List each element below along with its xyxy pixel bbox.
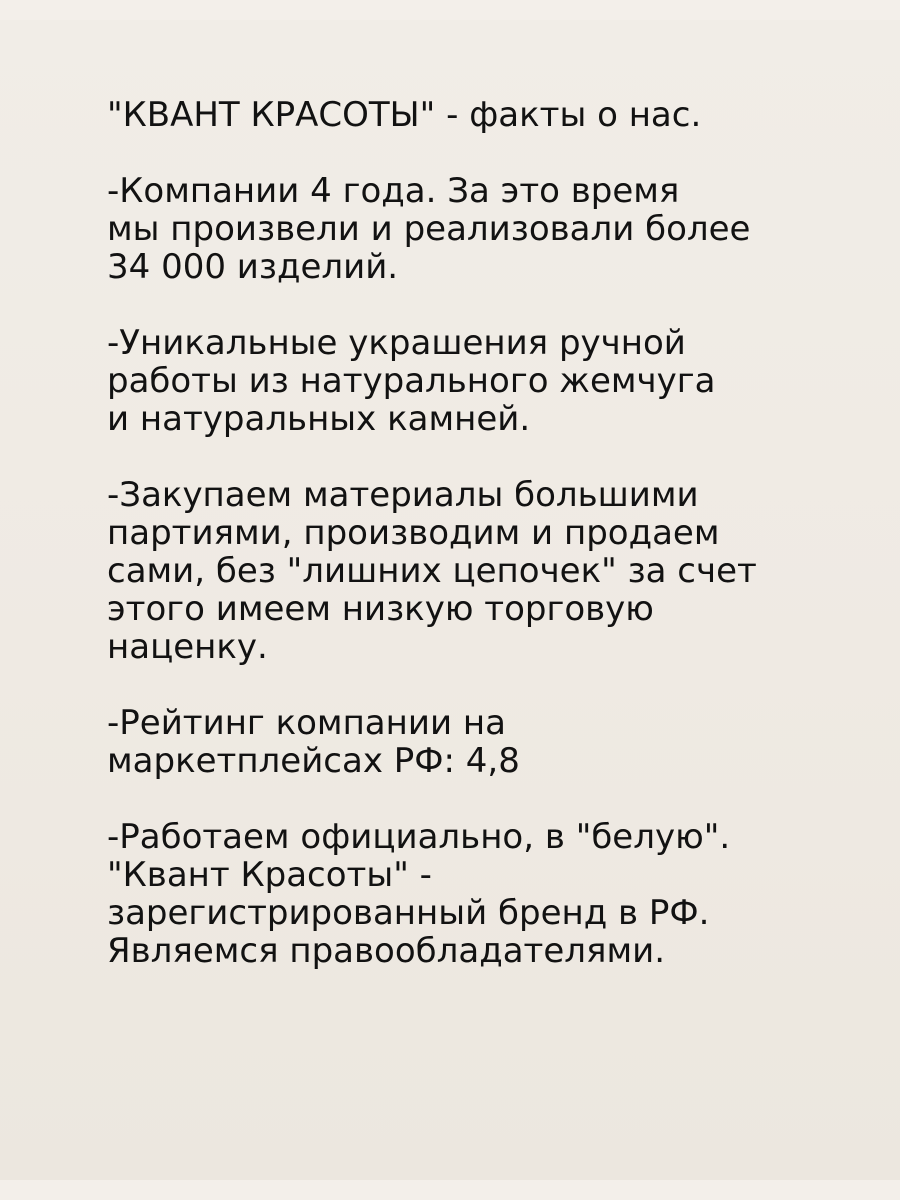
text-line: работы из натурального жемчуга [107,361,716,401]
text-line: Являемся правообладателями. [107,931,665,971]
fact-paragraph-company-age [107,172,847,286]
text-line: маркетплейсах РФ: 4,8 [107,741,520,781]
heading-paragraph [107,96,847,134]
page-card [0,20,900,1180]
text-line: 34 000 изделий. [107,247,399,287]
text-line: и натуральных камней. [107,399,531,439]
text-line: -Рейтинг компании на [107,703,506,743]
text-line: -Компании 4 года. За это время [107,171,680,211]
text-line: -Работаем официально, в "белую". [107,817,731,857]
fact-paragraph-handmade [107,324,847,438]
text-line: мы произвели и реализовали более [107,209,751,249]
text-line: "Квант Красоты" - [107,855,432,895]
fact-paragraph-rating [107,704,847,780]
text-line: наценку. [107,627,268,667]
text-line: -Закупаем материалы большими [107,475,699,515]
document-body [107,96,847,1008]
heading-line: "КВАНТ КРАСОТЫ" - факты о нас. [107,95,702,135]
text-line: зарегистрированный бренд в РФ. [107,893,710,933]
text-line: партиями, производим и продаем [107,513,720,553]
text-line: -Уникальные украшения ручной [107,323,686,363]
fact-paragraph-pricing [107,476,847,666]
text-line: этого имеем низкую торговую [107,589,654,629]
text-line: сами, без "лишних цепочек" за счет [107,551,757,591]
fact-paragraph-official [107,818,847,970]
